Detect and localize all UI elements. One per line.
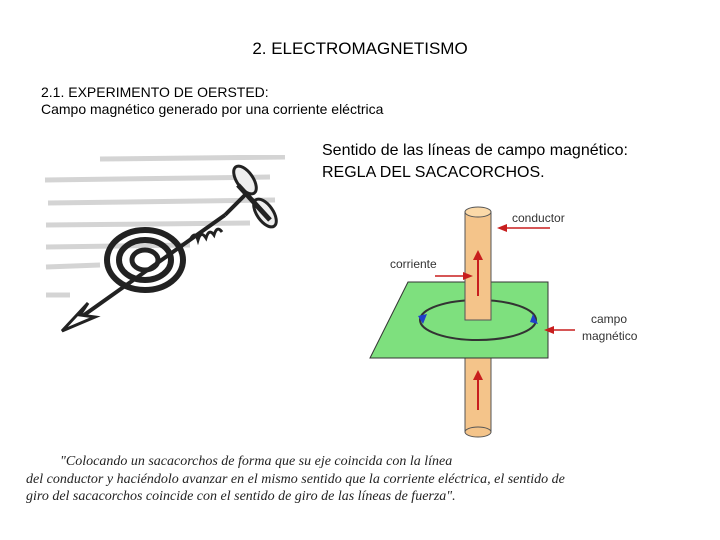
arrow-head [62, 303, 95, 331]
label-magnetico: magnético [582, 329, 638, 343]
label-conductor: conductor [512, 211, 565, 225]
field-rings [107, 230, 183, 290]
rule-description: Sentido de las líneas de campo magnético: [322, 142, 628, 159]
corkscrew-illustration [40, 155, 290, 345]
quote-line-1: "Colocando un sacacorchos de forma que su eje coincida con la línea [60, 454, 453, 469]
conductor-pointer [497, 224, 550, 232]
label-campo: campo [591, 312, 628, 326]
page-title: 2. ELECTROMAGNETISMO [252, 39, 468, 58]
label-corriente: corriente [390, 257, 437, 271]
section-heading: 2.1. EXPERIMENTO DE OERSTED: [41, 84, 269, 100]
campo-pointer [544, 326, 575, 334]
corkscrew-handle [225, 162, 281, 230]
section-subheading: Campo magnético generado por una corriente eléctrica [41, 101, 384, 117]
field-plane [370, 282, 548, 358]
rule-name: REGLA DEL SACACORCHOS. [322, 164, 545, 181]
quote-line-2: del conductor y haciéndolo avanzar en el mismo sentido que la corriente eléctrica, el sentido de [26, 472, 565, 487]
conductor-field-diagram [360, 200, 670, 450]
quote-line-3: giro del sacacorchos coincide con el sentido de giro de las líneas de fuerza". [26, 489, 456, 504]
